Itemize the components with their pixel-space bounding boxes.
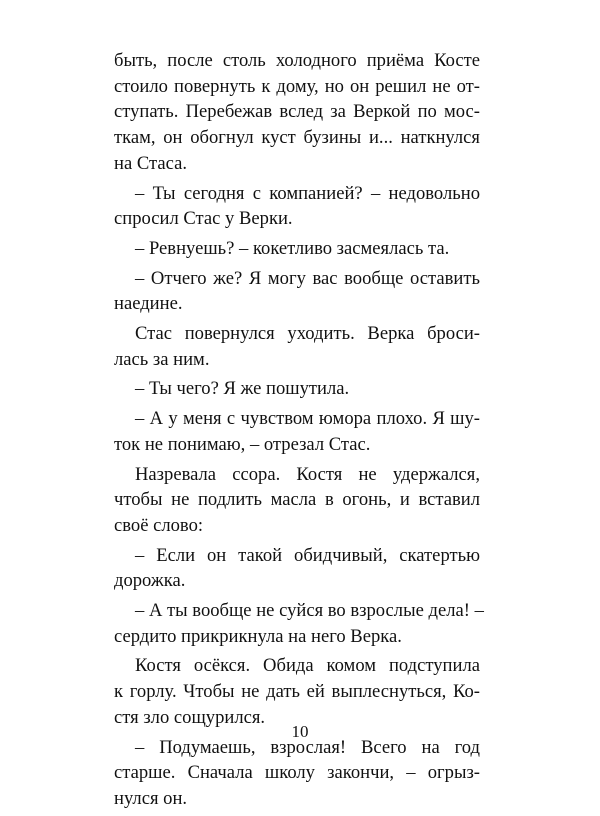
text-line: старше. Сначала школу закончи, – огрыз- xyxy=(114,762,480,784)
text-line: – Ревнуешь? – кокетливо засмеялась та. xyxy=(135,237,450,259)
text-line: своё слово: xyxy=(114,514,204,536)
text-line: стоило повернуть к дому, но он решил не от- xyxy=(114,75,480,97)
text-line: спросил Стас у Верки. xyxy=(114,208,293,230)
text-line: – Подумаешь, взрослая! Всего на год xyxy=(135,736,480,758)
text-line: сердито прикрикнула на него Верка. xyxy=(114,625,402,647)
text-line: дорожка. xyxy=(114,570,186,592)
paragraph xyxy=(114,598,484,649)
paragraph xyxy=(114,543,480,594)
text-line: Костя осёкся. Обида комом подступила xyxy=(135,655,480,677)
paragraph xyxy=(114,653,480,730)
text-line: стя зло сощурился. xyxy=(114,706,266,728)
body-text xyxy=(114,48,484,816)
paragraph xyxy=(114,321,480,372)
paragraph xyxy=(114,48,480,177)
text-line: нулся он. xyxy=(114,787,188,809)
paragraph xyxy=(114,735,480,812)
text-line: наедине. xyxy=(114,293,183,315)
paragraph xyxy=(114,181,480,232)
text-line: – Ты чего? Я же пошутила. xyxy=(135,378,350,400)
text-line: – А ты вообще не суйся во взрослые дела! – xyxy=(135,600,484,622)
text-line: Назревала ссора. Костя не удержался, xyxy=(135,463,480,485)
text-line: к горлу. Чтобы не дать ей выплеснуться, Ко- xyxy=(114,681,480,703)
text-line: чтобы не подлить масла в огонь, и вставил xyxy=(114,489,480,511)
text-line: – А у меня с чувством юмора плохо. Я шу- xyxy=(135,408,480,430)
text-line: ступать. Перебежав вслед за Веркой по мос- xyxy=(114,101,480,123)
text-line: – Если он такой обидчивый, скатертью xyxy=(135,544,480,566)
text-line: – Ты сегодня с компанией? – недовольно xyxy=(135,182,480,204)
paragraph xyxy=(114,376,480,402)
paragraph xyxy=(114,406,480,457)
text-line: ток не понимаю, – отрезал Стас. xyxy=(114,433,371,455)
text-line: быть, после столь холодного приёма Косте xyxy=(114,50,480,71)
text-line: ткам, он обогнул куст бузины и... наткнулся xyxy=(114,127,480,149)
text-line: лась за ним. xyxy=(114,348,210,370)
text-line: на Стаса. xyxy=(114,152,187,174)
paragraph xyxy=(114,236,480,262)
text-line: Стас повернулся уходить. Верка броси- xyxy=(135,323,480,345)
paragraph xyxy=(114,462,480,539)
text-line: – Отчего же? Я могу вас вообще оставить xyxy=(135,267,480,289)
page-number: 10 xyxy=(291,722,309,741)
paragraph xyxy=(114,266,480,317)
